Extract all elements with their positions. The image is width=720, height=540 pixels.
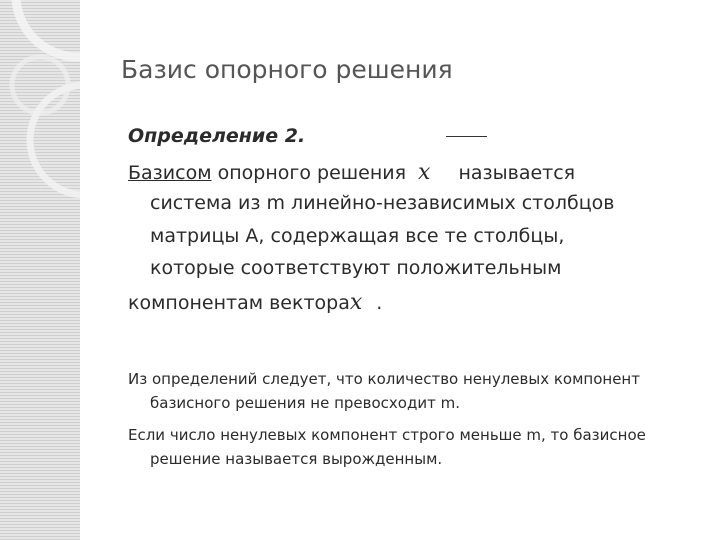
definition-line-1-text: опорного решения xyxy=(211,162,407,184)
decorative-circles-graphic xyxy=(0,0,80,540)
decorative-side-band xyxy=(0,0,80,540)
definition-line-3: матрицы А, содержащая все те столбцы, xyxy=(150,225,565,247)
definition-line-1 xyxy=(128,160,575,186)
note-1-line-2: базисного решения не превосходит m. xyxy=(150,394,460,412)
note-1-line-1: Из определений следует, что количество ненулевых компонент xyxy=(128,370,640,388)
definition-overline-mark xyxy=(446,136,487,137)
variable-x-symbol: x xyxy=(418,160,431,185)
note-2-line-2: решение называется вырожденным. xyxy=(150,450,443,468)
definition-line-2: система из m линейно-независимых столбцов xyxy=(150,192,615,214)
definition-heading: Определение 2. xyxy=(128,125,306,147)
definition-line-1-tail: называется xyxy=(458,162,576,184)
slide-title: Базис опорного решения xyxy=(121,55,453,84)
definition-line-5-dot: . xyxy=(376,292,383,314)
note-2-line-1: Если число ненулевых компонент строго меньше m, то базисное xyxy=(128,426,646,444)
definition-line-5 xyxy=(128,290,382,316)
definition-term: Базисом xyxy=(128,162,212,184)
definition-line-5-text: компонентам вектора xyxy=(128,292,350,314)
vector-x-symbol: x xyxy=(349,290,363,315)
definition-line-4: которые соответствуют положительным xyxy=(150,257,562,279)
